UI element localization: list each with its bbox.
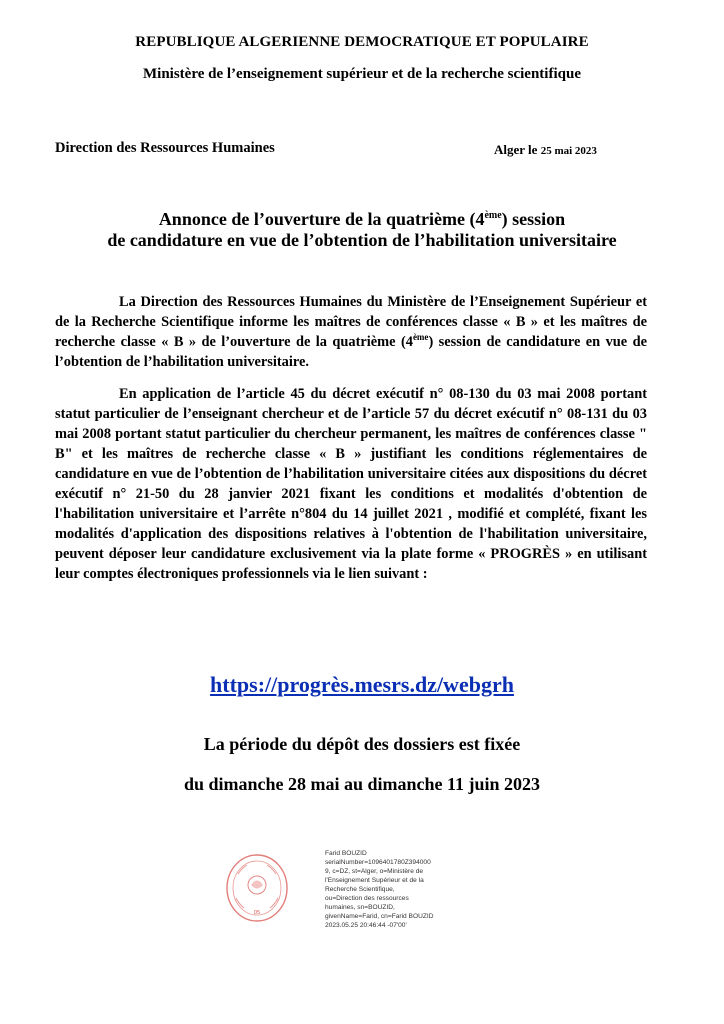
- signature-line: 2023.05.25 20:46:44 -07'00': [325, 922, 407, 929]
- republic-heading: REPUBLIQUE ALGERIENNE DEMOCRATIQUE ET POPULAIRE: [135, 34, 589, 50]
- p1-before: La Direction des Ressources Humaines du Ministère de l’Enseignement Supérieur et de la Recherche Scientifique informe les maîtres de conférences classe « B » et les maîtres de recherche classe « B » de l’ouverture de la quatrième (4: [55, 294, 647, 350]
- title-ordinal-sup: ème: [484, 210, 502, 221]
- signature-line: Farid BOUZID: [325, 850, 367, 857]
- svg-text:05: 05: [253, 910, 261, 916]
- signature-line: serialNumber=1096401780Z394000: [325, 859, 431, 866]
- signature-line: l'Enseignement Supérieur et de la: [325, 877, 424, 884]
- digital-signature-block: [325, 849, 465, 930]
- deposit-period-line2: du dimanche 28 mai au dimanche 11 juin 2023: [183, 774, 541, 794]
- progres-link-text[interactable]: https://progrès.mesrs.dz/webgrh: [210, 672, 514, 697]
- title-line1-before: Annonce de l’ouverture de la quatrième (4: [158, 209, 485, 229]
- document-date: [494, 142, 597, 158]
- signature-line: ou=Direction des ressources: [325, 895, 409, 902]
- p2-text: En application de l’article 45 du décret exécutif n° 08-130 du 03 mai 2008 portant statut particulier de l’enseignant chercheur et de l’article 57 du décret exécutif n° 08-131 du 03 mai 2008 portant statut particulier du chercheur permanent, les maîtres de conférences classe " B" et les maîtres de recherche classe « B » justifiant les conditions réglementaires de candidature en vue de l’obtention de l’habilitation universitaire citées aux dispositions du décret exécutif n° 21-50 du 28 janvier 2021 fixant les conditions et modalités d'obtention de l'habilitation universitaire et l’arrête n°804 du 14 juillet 2021 , modifié et complété, fixant les modalités d'application des dispositions relatives à l'obtention de l'habilitation universitaire, peuvent déposer leur candidature exclusivement via la plate forme « PROGRÈS » en utilisant leur comptes électroniques professionnels via le lien suivant :: [55, 386, 647, 582]
- application-paragraph: [55, 384, 647, 584]
- announcement-title-line1: [0, 204, 724, 231]
- signature-line: givenName=Farid, cn=Farid BOUZID: [325, 913, 434, 920]
- signature-line: Recherche Scientifique,: [325, 886, 395, 893]
- p1-ordinal-sup: ème: [412, 332, 429, 343]
- intro-paragraph: [55, 292, 647, 372]
- date-prefix: Alger le: [494, 142, 538, 157]
- ministry-heading: Ministère de l’enseignement supérieur et de la recherche scientifique: [143, 66, 581, 82]
- direction-label: Direction des Ressources Humaines: [55, 140, 275, 156]
- deposit-period-line1: La période du dépôt des dossiers est fixée: [203, 734, 521, 754]
- announcement-title-line2: de candidature en vue de l’obtention de l’habilitation universitaire: [107, 230, 617, 250]
- official-seal-icon: [225, 852, 289, 924]
- progres-link[interactable]: [0, 672, 724, 698]
- p1-after: ) session de candidature en vue de l’obtention de l’habilitation universitaire.: [55, 334, 647, 370]
- date-value: 25 mai 2023: [540, 145, 597, 157]
- signature-line: 9, c=DZ, st=Alger, o=Ministère de: [325, 868, 424, 875]
- signature-line: humaines, sn=BOUZID,: [325, 904, 395, 911]
- title-line1-after: ) session: [501, 209, 566, 229]
